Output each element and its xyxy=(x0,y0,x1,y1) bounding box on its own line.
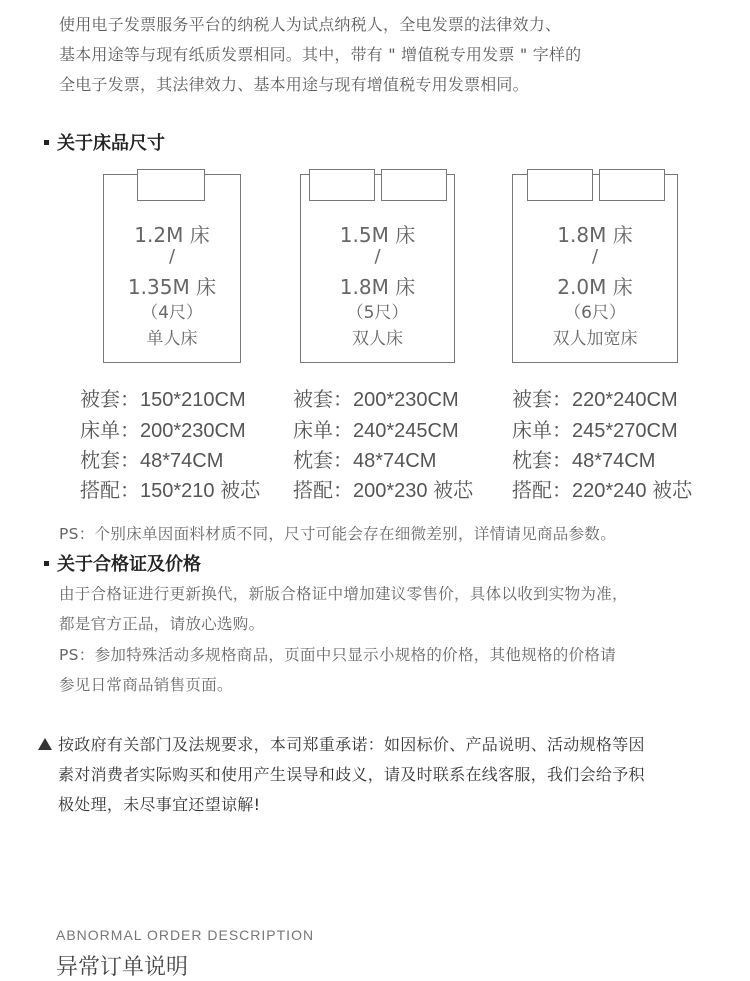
bed-size-primary: 1.2M 床 xyxy=(134,223,210,247)
bed-size-secondary: 2.0M 床 xyxy=(557,275,633,299)
spec-matching-quilt: 搭配：220*240 被芯 xyxy=(512,480,693,502)
spec-matching-quilt: 搭配：150*210 被芯 xyxy=(80,480,261,502)
pillow-icon xyxy=(137,169,205,201)
bed-size-section-title xyxy=(44,129,165,155)
bed-diagram-single xyxy=(103,174,241,363)
bed-type-label: 双人床 xyxy=(352,329,403,349)
warning-triangle-icon xyxy=(38,738,52,750)
abnormal-order-heading-cn: 异常订单说明 xyxy=(56,955,189,980)
pillow-icon xyxy=(599,169,665,201)
spec-bed-sheet: 床单：240*245CM xyxy=(293,420,459,442)
bed-size-primary: 1.5M 床 xyxy=(339,223,416,247)
spec-duvet-cover: 被套：220*240CM xyxy=(512,389,678,411)
spec-duvet-cover: 被套：200*230CM xyxy=(293,389,459,411)
intro-line: 使用电子发票服务平台的纳税人为试点纳税人，全电发票的法律效力、 xyxy=(59,15,562,34)
intro-line: 全电子发票，其法律效力、基本用途与现有增值税专用发票相同。 xyxy=(59,75,529,94)
section-title-text: 关于床品尺寸 xyxy=(57,133,165,154)
certificate-line: PS：参加特殊活动多规格商品，页面中只显示小规格的价格，其他规格的价格请 xyxy=(59,646,616,664)
bed-size-chi: （4尺） xyxy=(141,303,203,323)
pillow-icon xyxy=(381,169,447,201)
certificate-line: 都是官方正品，请放心选购。 xyxy=(59,615,265,633)
spec-pillowcase: 枕套：48*74CM xyxy=(293,450,437,472)
notice-line: 极处理，未尽事宜还望谅解! xyxy=(58,795,261,814)
bullet-square-icon xyxy=(44,561,49,566)
spec-duvet-cover: 被套：150*210CM xyxy=(80,389,246,411)
bed-size-primary: 1.8M 床 xyxy=(557,223,633,247)
certificate-line: 由于合格证进行更新换代，新版合格证中增加建议零售价，具体以收到实物为准， xyxy=(59,585,628,603)
spec-pillowcase: 枕套：48*74CM xyxy=(512,450,656,472)
certificate-section-title xyxy=(44,550,201,576)
intro-line: 基本用途等与现有纸质发票相同。其中，带有 " 增值税专用发票 " 字样的 xyxy=(59,45,582,64)
spec-bed-sheet: 床单：245*270CM xyxy=(512,420,678,442)
bullet-square-icon xyxy=(44,140,49,145)
bed-diagram-double xyxy=(300,174,455,363)
bed-size-chi: （5尺） xyxy=(346,303,409,323)
bed-size-ps-note: PS：个别床单因面料材质不同，尺寸可能会存在细微差别，详情请见商品参数。 xyxy=(59,525,616,543)
certificate-line: 参见日常商品销售页面。 xyxy=(59,676,233,694)
spec-pillowcase: 枕套：48*74CM xyxy=(80,450,224,472)
section-title-text: 关于合格证及价格 xyxy=(57,554,201,575)
bed-diagram-king xyxy=(512,174,678,363)
bed-type-label: 单人床 xyxy=(146,329,198,349)
bed-size-slash: / xyxy=(591,246,599,267)
bed-type-label: 双人加宽床 xyxy=(552,329,638,349)
pillow-icon xyxy=(527,169,593,201)
notice-line: 按政府有关部门及法规要求，本司郑重承诺：如因标价、产品说明、活动规格等因 xyxy=(58,735,645,754)
bed-size-secondary: 1.8M 床 xyxy=(339,275,416,299)
bed-size-slash: / xyxy=(374,246,381,267)
bed-size-slash: / xyxy=(168,246,176,267)
abnormal-order-heading-en: ABNORMAL ORDER DESCRIPTION xyxy=(56,927,315,943)
spec-bed-sheet: 床单：200*230CM xyxy=(80,420,246,442)
pillow-icon xyxy=(309,169,375,201)
notice-line: 素对消费者实际购买和使用产生误导和歧义，请及时联系在线客服，我们会给予积 xyxy=(58,765,645,784)
bed-size-chi: （6尺） xyxy=(564,303,626,323)
spec-matching-quilt: 搭配：200*230 被芯 xyxy=(293,480,474,502)
bed-size-secondary: 1.35M 床 xyxy=(127,275,217,299)
